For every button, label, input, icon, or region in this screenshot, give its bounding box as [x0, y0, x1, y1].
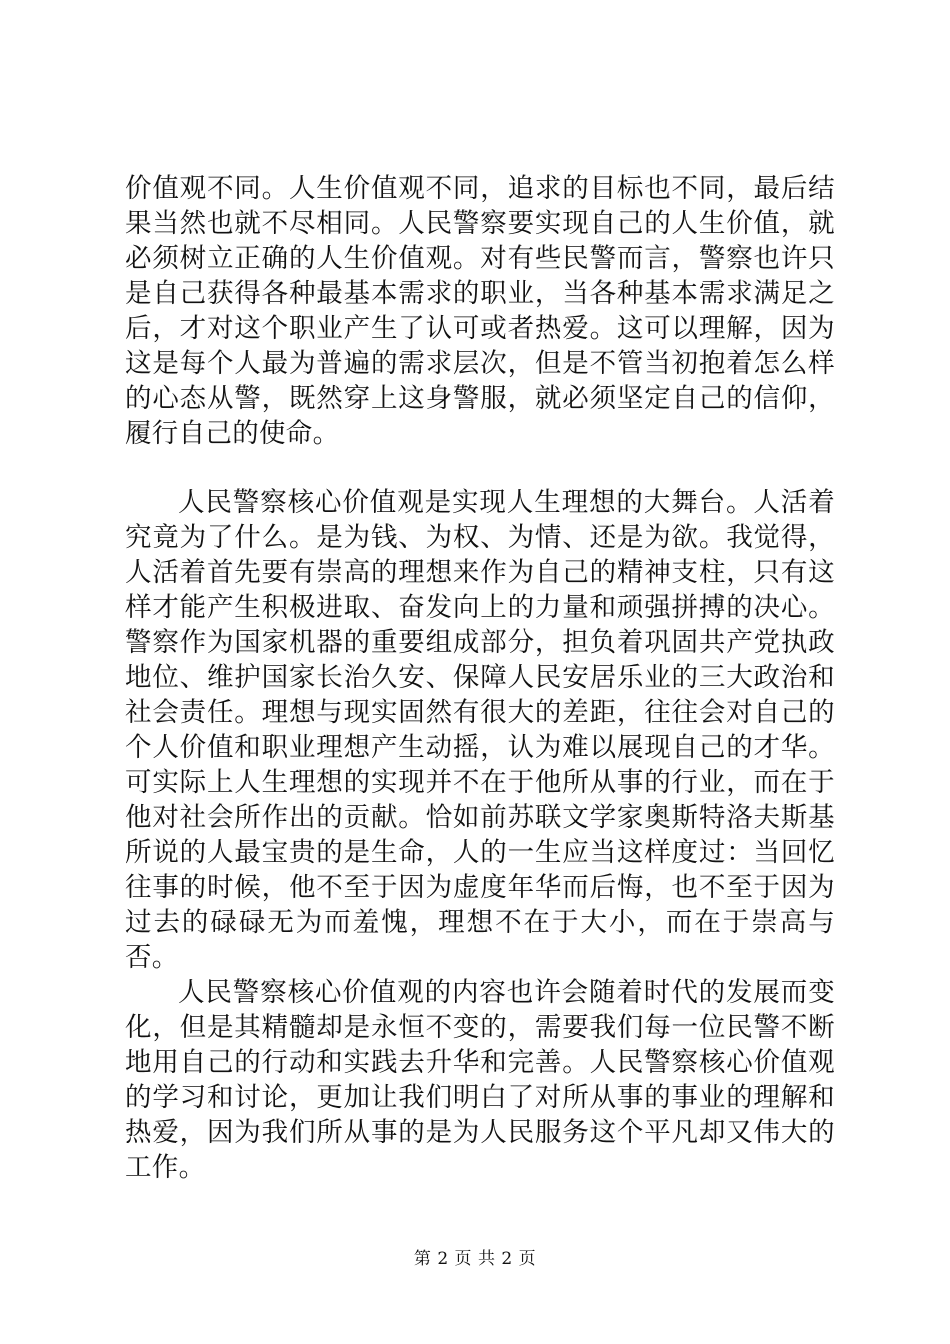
document-body [125, 171, 835, 1185]
paragraph-ideals: 人民警察核心价值观是实现人生理想的大舞台。人活着究竟为了什么。是为钱、为权、为情、还是为欲。我觉得，人活着首先要有崇高的理想来作为自己的精神支柱，只有这样才能产生积极进取、奋发向上的力量和顽强拼搏的决心。警察作为国家机器的重要组成部分，担负着巩固共产党执政地位、维护国家长治久安、保障人民安居乐业的三大政治和社会责任。理想与现实固然有很大的差距，往往会对自己的个人价值和职业理想产生动摇，认为难以展现自己的才华。可实际上人生理想的实现并不在于他所从事的行业，而在于他对社会所作出的贡献。恰如前苏联文学家奥斯特洛夫斯基所说的人最宝贵的是生命，人的一生应当这样度过：当回忆往事的时候，他不至于因为虚度年华而后悔，也不至于因为过去的碌碌无为而羞愧，理想不在于大小，而在于崇高与否。 [125, 487, 835, 973]
page-number-footer: 第 2 页 共 2 页 [413, 1249, 537, 1269]
paragraph-conclusion: 人民警察核心价值观的内容也许会随着时代的发展而变化，但是其精髓却是永恒不变的，需要我们每一位民警不断地用自己的行动和实践去升华和完善。人民警察核心价值观的学习和讨论，更加让我们明白了对所从事的事业的理解和热爱，因为我们所从事的是为人民服务这个平凡却又伟大的工作。 [125, 977, 835, 1183]
paragraph-continuation: 价值观不同。人生价值观不同，追求的目标也不同，最后结果当然也就不尽相同。人民警察要实现自己的人生价值，就必须树立正确的人生价值观。对有些民警而言，警察也许只是自己获得各种最基本需求的职业，当各种基本需求满足之后，才对这个职业产生了认可或者热爱。这可以理解，因为这是每个人最为普遍的需求层次，但是不管当初抱着怎么样的心态从警，既然穿上这身警服，就必须坚定自己的信仰，履行自己的使命。 [125, 173, 835, 449]
